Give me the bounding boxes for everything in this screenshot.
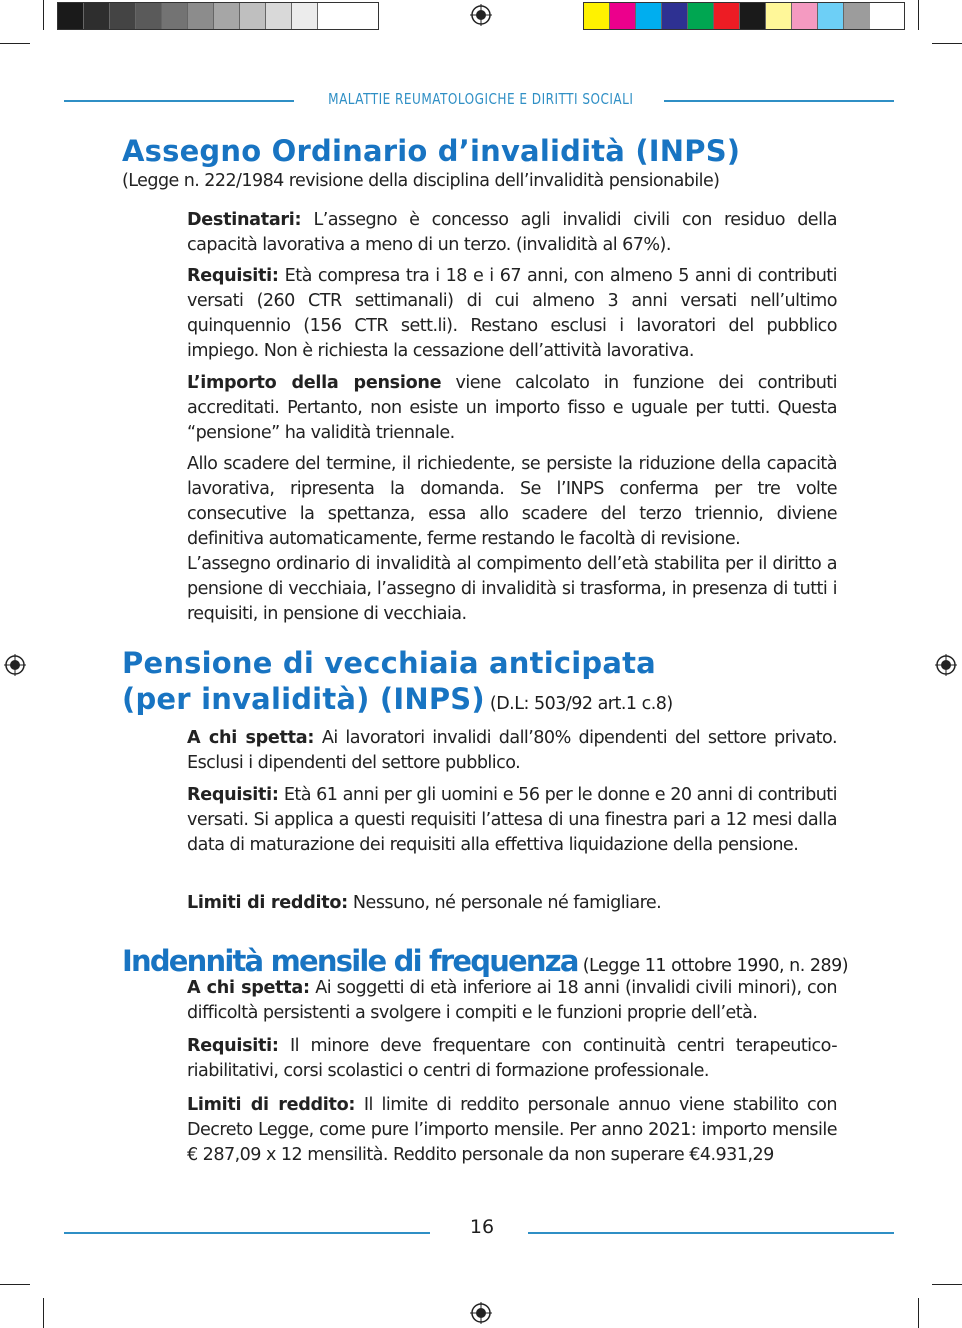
paragraph-label: Limiti di reddito: xyxy=(187,1095,356,1115)
paragraph xyxy=(187,976,837,1026)
paragraph xyxy=(187,208,837,258)
section-title xyxy=(122,645,673,722)
color-swatch xyxy=(740,3,766,29)
footer-rule-right xyxy=(528,1232,894,1234)
paragraph-text: Il minore deve frequentare con continuità centri terapeutico-riabilitativi, corsi scolastici o centri di formazione professionale. xyxy=(187,1036,837,1081)
paragraph-text: Età 61 anni per gli uomini e 56 per le donne e 20 anni di contributi versati. Si applica a questi requisiti l’attesa di una finestra pari a 12 mesi dalla data di maturazione dei requisiti alla effettiva liquidazione della pensione. xyxy=(187,785,837,855)
color-swatch xyxy=(292,3,318,29)
paragraph-text: Il limite di reddito personale annuo viene stabilito con Decreto Legge, come pure l’importo mensile. Per anno 2021: importo mensile € 287,09 x 12 mensilità. Reddito personale da non superare €4.931,29 xyxy=(187,1095,837,1165)
color-swatch xyxy=(162,3,188,29)
section-title: Assegno Ordinario d’invalidità (INPS) xyxy=(122,134,741,168)
paragraph-text: Ai soggetti di età inferiore ai 18 anni (invalidi civili minori), con difficoltà persistenti a svolgere i compiti e le funzioni proprie dell’età. xyxy=(187,978,837,1023)
paragraph-text: Nessuno, né personale né famigliare. xyxy=(347,893,662,913)
paragraph-text: viene calcolato in funzione dei contributi accreditati. Pertanto, non esiste un importo fisso e uguale per tutti. Questa “pensione” ha validità triennale. xyxy=(187,373,837,443)
paragraph xyxy=(187,1093,837,1168)
page-number: 16 xyxy=(469,1216,495,1238)
section-legal-reference: (Legge n. 222/1984 revisione della disciplina dell’invalidità pensionabile) xyxy=(122,171,720,191)
paragraph xyxy=(187,891,837,916)
paragraph-label: A chi spetta: xyxy=(187,728,315,748)
color-swatch xyxy=(188,3,214,29)
paragraph xyxy=(187,783,837,858)
color-swatch xyxy=(318,3,344,29)
paragraph-label: A chi spetta: xyxy=(187,978,310,998)
color-swatch xyxy=(584,3,610,29)
crop-mark xyxy=(932,43,962,44)
paragraph xyxy=(187,371,837,446)
color-swatch xyxy=(818,3,844,29)
crop-mark xyxy=(932,1284,962,1285)
section-title-text: Indennità mensile di frequenza xyxy=(122,944,578,978)
crop-mark xyxy=(43,0,44,30)
process-color-bar xyxy=(583,2,905,30)
paragraph-text: Ai lavoratori invalidi dall’80% dipendenti del settore privato. Esclusi i dipendenti del settore pubblico. xyxy=(187,728,837,773)
registration-mark-icon xyxy=(470,1302,492,1324)
paragraph xyxy=(187,1034,837,1084)
color-swatch xyxy=(110,3,136,29)
color-swatch xyxy=(266,3,292,29)
paragraph-label: Limiti di reddito: xyxy=(187,893,348,913)
crop-mark xyxy=(0,43,30,44)
section-legal-reference: (D.L: 503/92 art.1 c.8) xyxy=(484,694,673,714)
paragraph-text: Allo scadere del termine, il richiedente, se persiste la riduzione della capacità lavorativa, ripresenta la domanda. Se l’INPS conferma per tre volte consecutive la spettanza, essa allo scadere del terzo triennio, diviene definitiva automaticamente, ferme restando le facoltà di revisione. xyxy=(187,454,837,549)
color-swatch xyxy=(792,3,818,29)
color-swatch xyxy=(136,3,162,29)
color-swatch xyxy=(58,3,84,29)
color-swatch xyxy=(610,3,636,29)
crop-mark xyxy=(43,1298,44,1328)
paragraph-text: L’assegno ordinario di invalidità al compimento dell’età stabilita per il diritto a pensione di vecchiaia, l’assegno di invalidità si trasforma, in presenza di tutti i requisiti, in pensione di vecchiaia. xyxy=(187,554,837,624)
color-swatch xyxy=(214,3,240,29)
paragraph-label: L’importo della pensione xyxy=(187,373,442,393)
running-header: MALATTIE REUMATOLOGICHE E DIRITTI SOCIALI xyxy=(328,90,634,108)
paragraph-text: L’assegno è concesso agli invalidi civili con residuo della capacità lavorativa a meno di un terzo. (invalidità al 67%). xyxy=(187,210,837,255)
registration-mark-icon xyxy=(4,654,26,676)
registration-mark-icon xyxy=(935,654,957,676)
section-title-line: (per invalidità) (INPS) xyxy=(122,682,485,716)
grayscale-color-bar xyxy=(57,2,379,30)
color-swatch xyxy=(766,3,792,29)
paragraph xyxy=(187,726,837,776)
color-swatch xyxy=(240,3,266,29)
color-swatch xyxy=(688,3,714,29)
registration-mark-icon xyxy=(470,4,492,26)
paragraph-label: Requisiti: xyxy=(187,1036,279,1056)
color-swatch xyxy=(636,3,662,29)
crop-mark xyxy=(0,1284,30,1285)
paragraph-label: Requisiti: xyxy=(187,266,279,286)
color-swatch xyxy=(662,3,688,29)
paragraph xyxy=(187,264,837,364)
paragraph-text: Età compresa tra i 18 e i 67 anni, con almeno 5 anni di contributi versati (260 CTR settimanali) di cui almeno 3 anni versati nell’ultimo quinquennio (156 CTR sett.li). Restano esclusi i lavoratori del pubblico impiego. Non è richiesta la cessazione dell’attività lavorativa. xyxy=(187,266,837,361)
section-title-line: Pensione di vecchiaia anticipata xyxy=(122,646,656,680)
paragraph xyxy=(187,452,837,552)
crop-mark xyxy=(918,1298,919,1328)
paragraph xyxy=(187,552,837,627)
footer-rule-left xyxy=(64,1232,430,1234)
color-swatch xyxy=(84,3,110,29)
color-swatch xyxy=(714,3,740,29)
color-swatch xyxy=(844,3,870,29)
paragraph-label: Requisiti: xyxy=(187,785,279,805)
crop-mark xyxy=(918,0,919,30)
section-legal-reference: (Legge 11 ottobre 1990, n. 289) xyxy=(577,956,849,976)
paragraph-label: Destinatari: xyxy=(187,210,302,230)
